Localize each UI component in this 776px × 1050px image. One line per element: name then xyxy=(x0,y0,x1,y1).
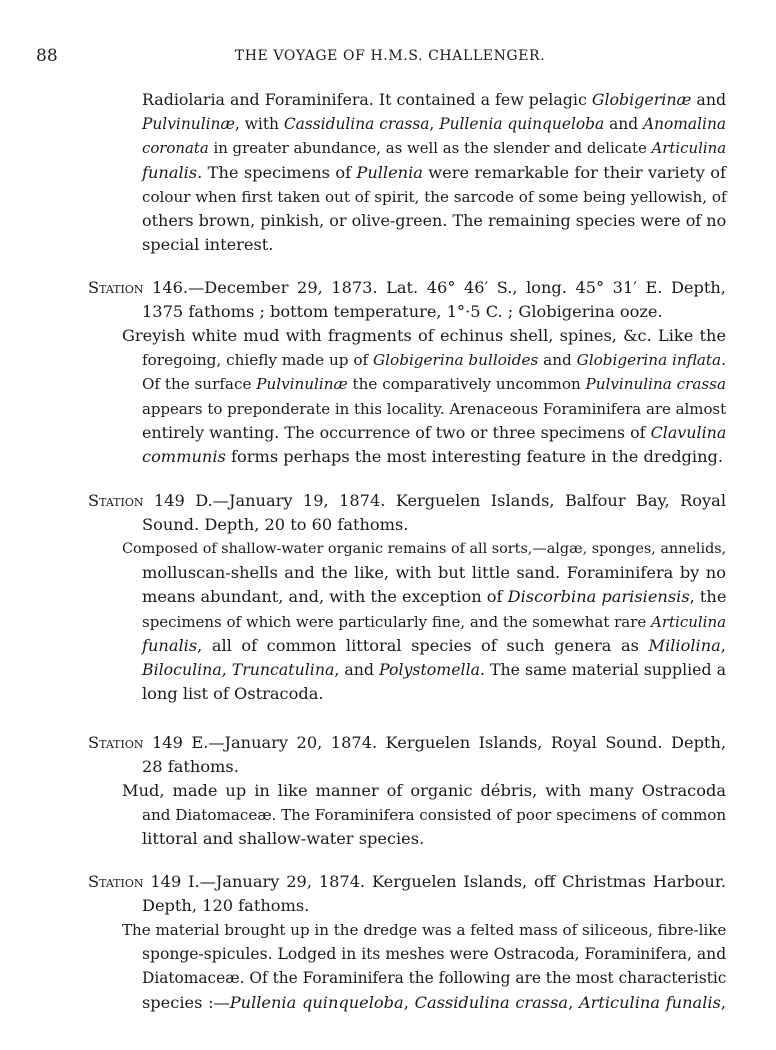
text-line: communis forms perhaps the most interesting feature in the dredging. xyxy=(142,447,724,467)
text-line: species :—Pullenia quinqueloba, Cassidulina crassa, Articulina funalis, xyxy=(142,992,727,1012)
text-line: entirely wanting. The occurrence of two or three specimens of Clavulina xyxy=(142,422,727,442)
station-149e-heading xyxy=(88,731,726,755)
text-line: and Diatomaceæ. The Foraminifera consisted of poor specimens of common xyxy=(142,806,727,825)
page-number: 88 xyxy=(36,46,58,66)
station-label: Station xyxy=(88,872,144,891)
station-146-heading-cont xyxy=(142,300,726,324)
text-line: Station 149 E.—January 20, 1874. Kerguelen Islands, Royal Sound. Depth, xyxy=(88,733,727,752)
station-label: Station xyxy=(88,733,144,752)
text-line: molluscan-shells and the like, with but little sand. Foraminifera by no xyxy=(142,563,726,583)
text-line: funalis, all of common littoral species of such genera as Miliolina, xyxy=(142,635,726,655)
text-line: appears to preponderate in this locality. Arenaceous Foraminifera are almost xyxy=(142,399,727,418)
text-line: Station 149 I.—January 29, 1874. Kerguelen Islands, off Christmas Harbour. xyxy=(88,872,726,891)
station-146-heading xyxy=(88,276,726,300)
station-label: Station xyxy=(88,278,144,297)
text-line: Pulvinulinæ, with Cassidulina crassa, Pullenia quinqueloba and Anomalina xyxy=(142,115,727,134)
text-line: littoral and shallow-water species. xyxy=(142,829,425,849)
station-label: Station xyxy=(88,491,144,510)
text-line: funalis. The specimens of Pullenia were remarkable for their variety of xyxy=(142,162,727,182)
text-line: Radiolaria and Foraminifera. It contained a few pelagic Globigerinæ and xyxy=(142,90,727,109)
text-line: Greyish white mud with fragments of echinus shell, spines, &c. Like the xyxy=(122,326,727,345)
text-line: special interest. xyxy=(142,235,274,255)
text-line: Station 149 D.—January 19, 1874. Kerguelen Islands, Balfour Bay, Royal xyxy=(88,491,726,510)
text-line: coronata in greater abundance, as well as the slender and delicate Articulina xyxy=(142,139,727,158)
text-line: Biloculina, Truncatulina, and Polystomella. The same material supplied a xyxy=(142,660,726,680)
station-149i-heading-cont xyxy=(142,894,726,918)
text-line: 28 fathoms. xyxy=(142,757,239,776)
text-line: specimens of which were particularly fine, and the somewhat rare Articulina xyxy=(142,612,727,631)
station-149i-body xyxy=(122,918,727,1015)
station-149d-heading xyxy=(88,489,726,513)
intro-paragraph xyxy=(142,88,726,257)
text-line: Depth, 120 fathoms. xyxy=(142,896,310,915)
text-line: Composed of shallow-water organic remains of all sorts,—algæ, sponges, annelids, xyxy=(122,541,727,557)
text-line: foregoing, chiefly made up of Globigerina bulloides and Globigerina inflata. xyxy=(142,351,726,370)
station-146-body xyxy=(122,324,727,469)
text-line: 1375 fathoms ; bottom temperature, 1°·5 C. ; Globigerina ooze. xyxy=(142,302,663,321)
text-line: others brown, pinkish, or olive-green. The remaining species were of no xyxy=(142,211,727,231)
text-line: colour when first taken out of spirit, the sarcode of some being yellowish, of xyxy=(142,187,727,206)
text-line: Station 146.—December 29, 1873. Lat. 46° 46′ S., long. 45° 31′ E. Depth, xyxy=(88,278,726,297)
text-line: sponge-spicules. Lodged in its meshes were Ostracoda, Foraminifera, and xyxy=(142,945,727,964)
station-149d-heading-cont xyxy=(142,513,726,537)
station-149e-body xyxy=(122,779,727,852)
station-149e-heading-cont xyxy=(142,755,726,779)
text-line: Diatomaceæ. Of the Foraminifera the following are the most characteristic xyxy=(142,969,727,988)
station-149i-heading xyxy=(88,870,726,894)
text-line: Of the surface Pulvinulinæ the comparatively uncommon Pulvinulina crassa xyxy=(142,375,726,394)
text-line: Sound. Depth, 20 to 60 fathoms. xyxy=(142,515,409,534)
text-line: long list of Ostracoda. xyxy=(142,684,324,704)
station-149d-body xyxy=(122,537,727,706)
running-title: THE VOYAGE OF H.M.S. CHALLENGER. xyxy=(234,48,546,64)
text-line: means abundant, and, with the exception of Discorbina parisiensis, the xyxy=(142,587,727,607)
text-line: The material brought up in the dredge was a felted mass of siliceous, fibre-like xyxy=(122,921,727,939)
text-line: Mud, made up in like manner of organic débris, with many Ostracoda xyxy=(122,781,726,800)
